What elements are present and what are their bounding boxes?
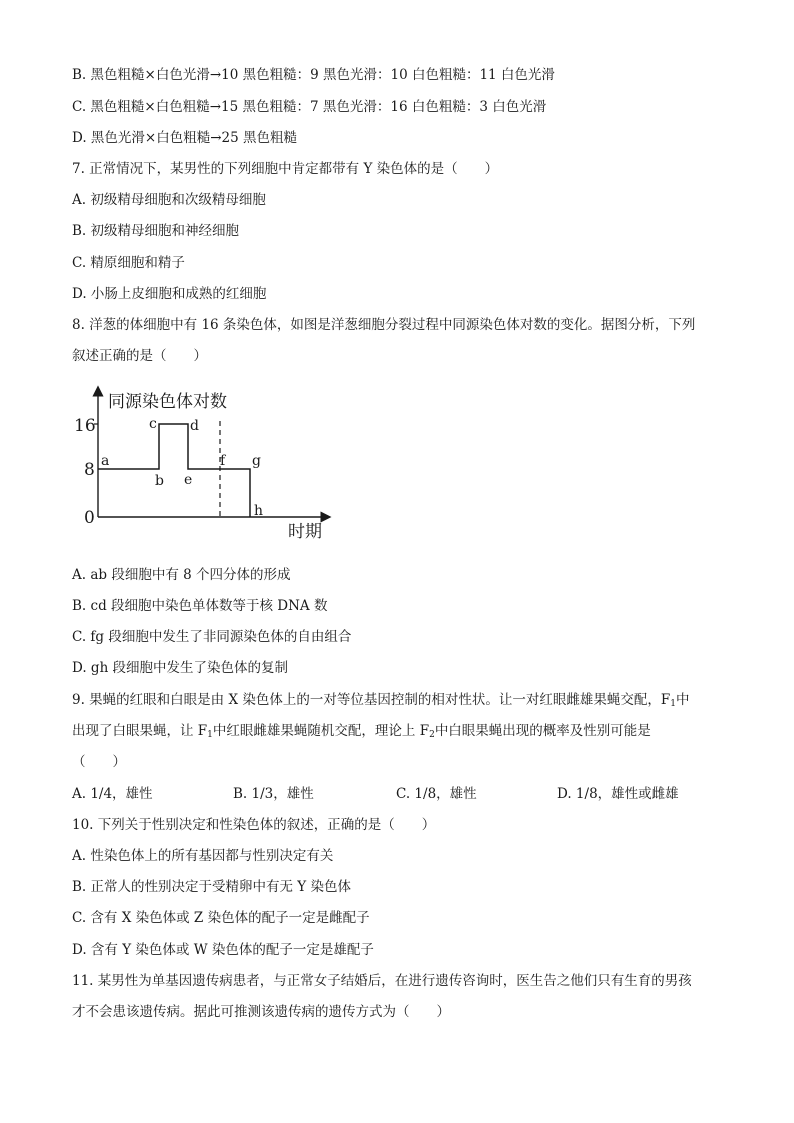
q10-stem: 10. 下列关于性别决定和性染色体的叙述，正确的是（ ） [72, 817, 436, 833]
q6-option-c: C. 黑色粗糙×白色粗糙→15 黑色粗糙：7 黑色光滑：16 白色粗糙：3 白色光滑 [72, 99, 547, 115]
point-label-a: a [101, 453, 110, 469]
q9-line2-text-c: 中白眼果蝇出现的概率及性别可能是 [434, 723, 651, 739]
q7-option-b: B. 初级精母细胞和神经细胞 [72, 223, 240, 239]
q6-option-b: B. 黑色粗糙×白色光滑→10 黑色粗糙：9 黑色光滑：10 白色粗糙：11 白色光滑 [72, 67, 555, 83]
q7-option-a: A. 初级精母细胞和次级精母细胞 [72, 192, 266, 208]
q9-stem-line1 [72, 690, 689, 714]
q8-option-a: A. ab 段细胞中有 8 个四分体的形成 [72, 567, 291, 583]
point-label-e: e [184, 472, 193, 488]
q7-option-d: D. 小肠上皮细胞和成熟的红细胞 [72, 286, 267, 302]
q7-stem: 7. 正常情况下，某男性的下列细胞中肯定都带有 Y 染色体的是（ ） [72, 161, 499, 177]
q10-option-c: C. 含有 X 染色体或 Z 染色体的配子一定是雌配子 [72, 910, 370, 926]
y-tick-8: 8 [84, 460, 95, 480]
x-axis-label: 时期 [288, 522, 322, 542]
q6-option-d: D. 黑色光滑×白色粗糙→25 黑色粗糙 [72, 130, 298, 146]
q9-option-b: B. 1/3，雄性 [233, 786, 314, 802]
q9-stem-line2 [72, 721, 651, 745]
q11-stem-line2: 才不会患该遗传病。据此可推测该遗传病的遗传方式为（ ） [72, 1004, 450, 1020]
q9-line2-subscript-2: 2 [429, 730, 435, 740]
point-label-h: h [254, 503, 264, 519]
q9-line1-text-a: 9. 果蝇的红眼和白眼是由 X 染色体上的一对等位基因控制的相对性状。让一对红眼雌雄果蝇交配，F [72, 692, 671, 708]
q9-line2-subscript-1: 1 [207, 730, 213, 740]
q9-line1-text-b: 中 [675, 692, 690, 708]
q9-option-c: C. 1/8，雄性 [396, 786, 477, 802]
y-tick-16: 16 [74, 416, 96, 436]
q9-option-a: A. 1/4，雄性 [72, 786, 153, 802]
q10-option-d: D. 含有 Y 染色体或 W 染色体的配子一定是雄配子 [72, 942, 374, 958]
y-tick-0: 0 [84, 508, 95, 528]
q10-option-b: B. 正常人的性别决定于受精卵中有无 Y 染色体 [72, 879, 351, 895]
y-axis-label: 同源染色体对数 [108, 392, 227, 412]
q8-option-d: D. gh 段细胞中发生了染色体的复制 [72, 660, 289, 676]
point-label-f: f [220, 453, 226, 469]
step-curve [98, 424, 250, 517]
q9-line2-text-a: 出现了白眼果蝇，让 F [72, 723, 208, 739]
point-label-b: b [155, 473, 164, 489]
homologous-pairs-chart [72, 383, 342, 543]
q9-stem-line3: （ ） [72, 754, 126, 770]
point-label-d: d [190, 418, 199, 434]
q7-option-c: C. 精原细胞和精子 [72, 255, 185, 271]
q9-line1-subscript: 1 [670, 699, 676, 709]
q9-line2-text-b: 中红眼雌雄果蝇随机交配，理论上 F [212, 723, 430, 739]
q9-option-d: D. 1/8，雄性或雌雄 [557, 786, 679, 802]
q8-option-c: C. fg 段细胞中发生了非同源染色体的自由组合 [72, 629, 352, 645]
point-label-g: g [252, 453, 261, 469]
point-label-c: c [149, 416, 157, 432]
q8-option-b: B. cd 段细胞中染色单体数等于核 DNA 数 [72, 598, 328, 614]
q8-stem-line1: 8. 洋葱的体细胞中有 16 条染色体，如图是洋葱细胞分裂过程中同源染色体对数的变化。据图分析，下列 [72, 317, 696, 333]
q11-stem-line1: 11. 某男性为单基因遗传病患者，与正常女子结婚后，在进行遗传咨询时，医生告之他们只有生育的男孩 [72, 973, 692, 989]
q8-stem-line2: 叙述正确的是（ ） [72, 348, 207, 364]
q10-option-a: A. 性染色体上的所有基因都与性别决定有关 [72, 848, 334, 864]
